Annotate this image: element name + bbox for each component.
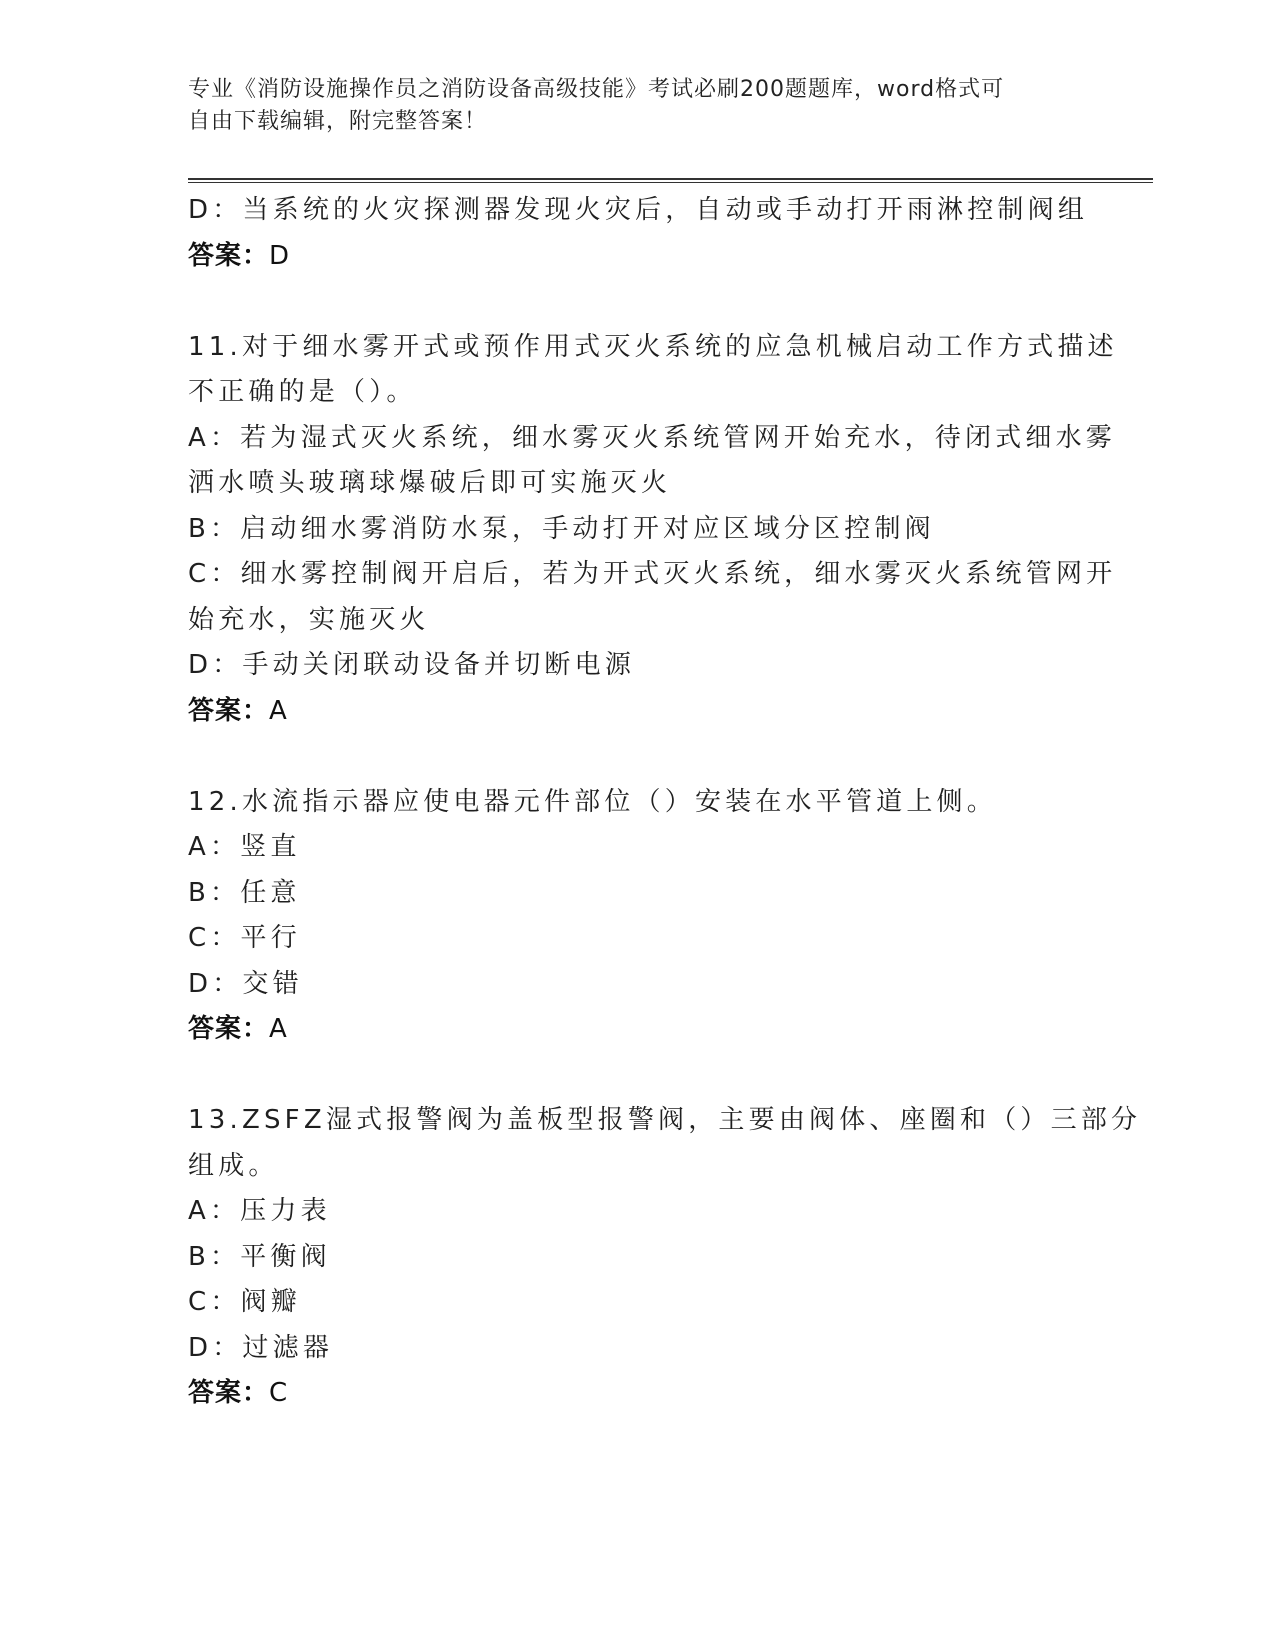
option-a: A：压力表 — [188, 1196, 331, 1226]
answer-line — [188, 1371, 1088, 1417]
question-12 — [188, 780, 1088, 1053]
question-stem-line: 12.水流指示器应使电器元件部位（）安装在水平管道上侧。 — [188, 786, 997, 817]
question-13 — [188, 1098, 1142, 1417]
header-divider — [188, 178, 1153, 183]
answer-value: A — [269, 1014, 290, 1044]
header-line-2: 自由下载编辑，附完整答案！ — [188, 109, 488, 134]
question-stem-line: 组成。 — [188, 1150, 279, 1181]
option-b: B：启动细水雾消防水泵，手动打开对应区域分区控制阀 — [188, 513, 935, 544]
answer-label: 答案： — [188, 695, 270, 726]
option-d: D：当系统的火灾探测器发现火灾后，自动或手动打开雨淋控制阀组 — [188, 195, 1089, 225]
option-c: C：阀瓣 — [188, 1287, 301, 1317]
option-a: A：竖直 — [188, 832, 301, 862]
spacer — [188, 1053, 1088, 1099]
option-b: B：平衡阀 — [188, 1241, 331, 1272]
answer-label: 答案： — [188, 1014, 270, 1044]
answer-label: 答案： — [188, 1378, 270, 1408]
option-a-continued: 洒水喷头玻璃球爆破后即可实施灭火 — [188, 468, 672, 498]
question-stem-line: 13.ZSFZ湿式报警阀为盖板型报警阀，主要由阀体、座圈和（）三部分 — [188, 1105, 1142, 1135]
question-stem-line: 11.对于细水雾开式或预作用式灭火系统的应急机械启动工作方式描述 — [188, 331, 1118, 362]
answer-line — [188, 1007, 1088, 1053]
header-line-1: 专业《消防设施操作员之消防设备高级技能》考试必刷200题题库，word格式可 — [188, 77, 1005, 102]
option-d: D：交错 — [188, 968, 303, 999]
answer-line — [188, 689, 1088, 735]
question-stem-line: 不正确的是（）。 — [188, 377, 417, 407]
option-d: D：手动关闭联动设备并切断电源 — [188, 650, 636, 680]
answer-value: D — [269, 240, 293, 271]
answer-line — [188, 234, 1088, 280]
spacer — [188, 734, 1088, 780]
spacer — [188, 279, 1088, 325]
option-b: B：任意 — [188, 877, 301, 908]
answer-value: A — [269, 695, 290, 726]
option-c: C：平行 — [188, 923, 301, 953]
question-11 — [188, 325, 1118, 735]
answer-label: 答案： — [188, 240, 270, 271]
option-c-continued: 始充水，实施灭火 — [188, 604, 430, 635]
document-header — [188, 74, 1068, 138]
option-a: A：若为湿式灭火系统，细水雾灭火系统管网开始充水，待闭式细水雾 — [188, 422, 1116, 453]
option-d: D：过滤器 — [188, 1332, 334, 1363]
answer-value: C — [269, 1378, 291, 1408]
option-c: C：细水雾控制阀开启后，若为开式灭火系统，细水雾灭火系统管网开 — [188, 559, 1117, 589]
document-body — [188, 188, 1142, 1417]
